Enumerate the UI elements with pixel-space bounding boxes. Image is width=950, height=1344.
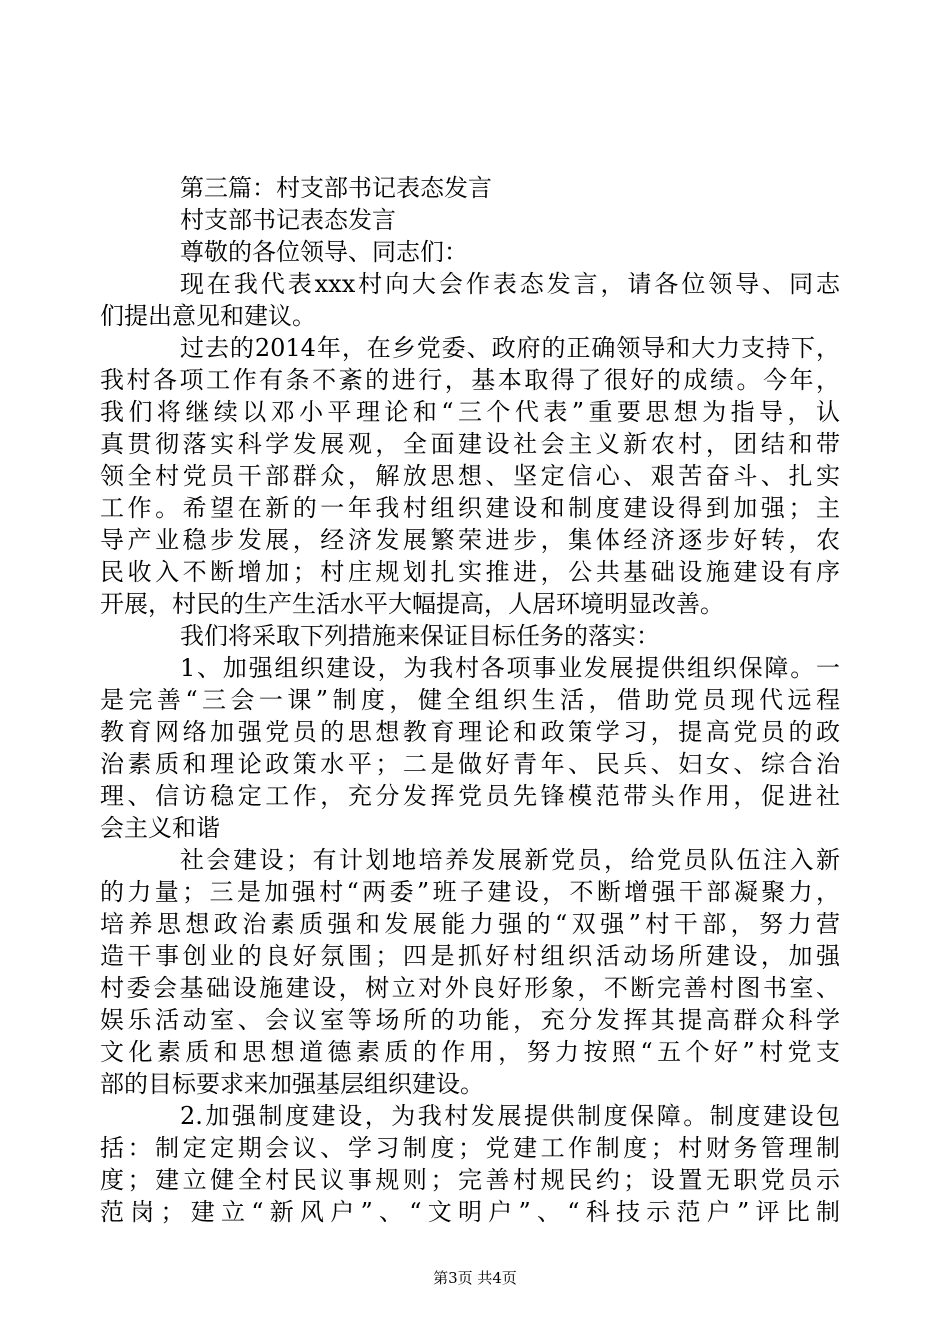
text-line: 真贯彻落实科学发展观，全面建设社会主义新农村，团结和带	[100, 430, 840, 458]
text-line: 造干事创业的良好氛围；四是抓好村组织活动场所建设，加强	[100, 942, 840, 970]
text-line: 过去的2014年，在乡党委、政府的正确领导和大力支持下，	[180, 334, 840, 362]
text-line: 民收入不断增加；村庄规划扎实推进，公共基础设施建设有序	[100, 558, 840, 586]
text-line: 文化素质和思想道德素质的作用，努力按照“五个好”村党支	[100, 1038, 840, 1066]
text-line: 教育网络加强党员的思想教育理论和政策学习，提高党员的政	[100, 718, 840, 746]
text-line: 括：制定定期会议、学习制度；党建工作制度；村财务管理制	[100, 1134, 840, 1162]
text-line: 我们将采取下列措施来保证目标任务的落实：	[180, 622, 660, 650]
text-line: 度；建立健全村民议事规则；完善村规民约；设置无职党员示	[100, 1166, 840, 1194]
text-line: 开展，村民的生产生活水平大幅提高，人居环境明显改善。	[100, 590, 724, 618]
text-line: 现在我代表xxx村向大会作表态发言，请各位领导、同志	[180, 270, 840, 298]
text-line: 1、加强组织建设，为我村各项事业发展提供组织保障。一	[180, 654, 840, 682]
text-line: 村支部书记表态发言	[180, 206, 396, 234]
text-line: 治素质和理论政策水平；二是做好青年、民兵、妇女、综合治	[100, 750, 840, 778]
text-line: 娱乐活动室、会议室等场所的功能，充分发挥其提高群众科学	[100, 1006, 840, 1034]
text-line: 尊敬的各位领导、同志们：	[180, 238, 468, 266]
text-line: 是完善“三会一课”制度，健全组织生活，借助党员现代远程	[100, 686, 840, 714]
text-line: 会主义和谐	[100, 814, 220, 842]
text-line: 的力量；三是加强村“两委”班子建设，不断增强干部凝聚力，	[100, 878, 840, 906]
text-line: 范岗；建立“新风户”、“文明户”、“科技示范户”评比制	[100, 1198, 840, 1226]
text-line: 村委会基础设施建设，树立对外良好形象，不断完善村图书室、	[100, 974, 840, 1002]
text-line: 导产业稳步发展，经济发展繁荣进步，集体经济逐步好转，农	[100, 526, 840, 554]
text-line: 2.加强制度建设，为我村发展提供制度保障。制度建设包	[180, 1102, 840, 1130]
text-line: 培养思想政治素质强和发展能力强的“双强”村干部，努力营	[100, 910, 840, 938]
text-line: 我们将继续以邓小平理论和“三个代表”重要思想为指导，认	[100, 398, 840, 426]
text-line: 社会建设；有计划地培养发展新党员，给党员队伍注入新	[180, 846, 840, 874]
text-line: 我村各项工作有条不紊的进行，基本取得了很好的成绩。今年，	[100, 366, 840, 394]
text-line: 部的目标要求来加强基层组织建设。	[100, 1070, 484, 1098]
text-line: 理、信访稳定工作，充分发挥党员先锋模范带头作用，促进社	[100, 782, 840, 810]
text-line: 第三篇：村支部书记表态发言	[180, 174, 492, 202]
page-footer: 第3页 共4页	[433, 1269, 517, 1287]
text-line: 领全村党员干部群众，解放思想、坚定信心、艰苦奋斗、扎实	[100, 462, 840, 490]
text-line: 们提出意见和建议。	[100, 302, 316, 330]
text-line: 工作。希望在新的一年我村组织建设和制度建设得到加强；主	[100, 494, 840, 522]
document-body	[100, 172, 840, 1228]
